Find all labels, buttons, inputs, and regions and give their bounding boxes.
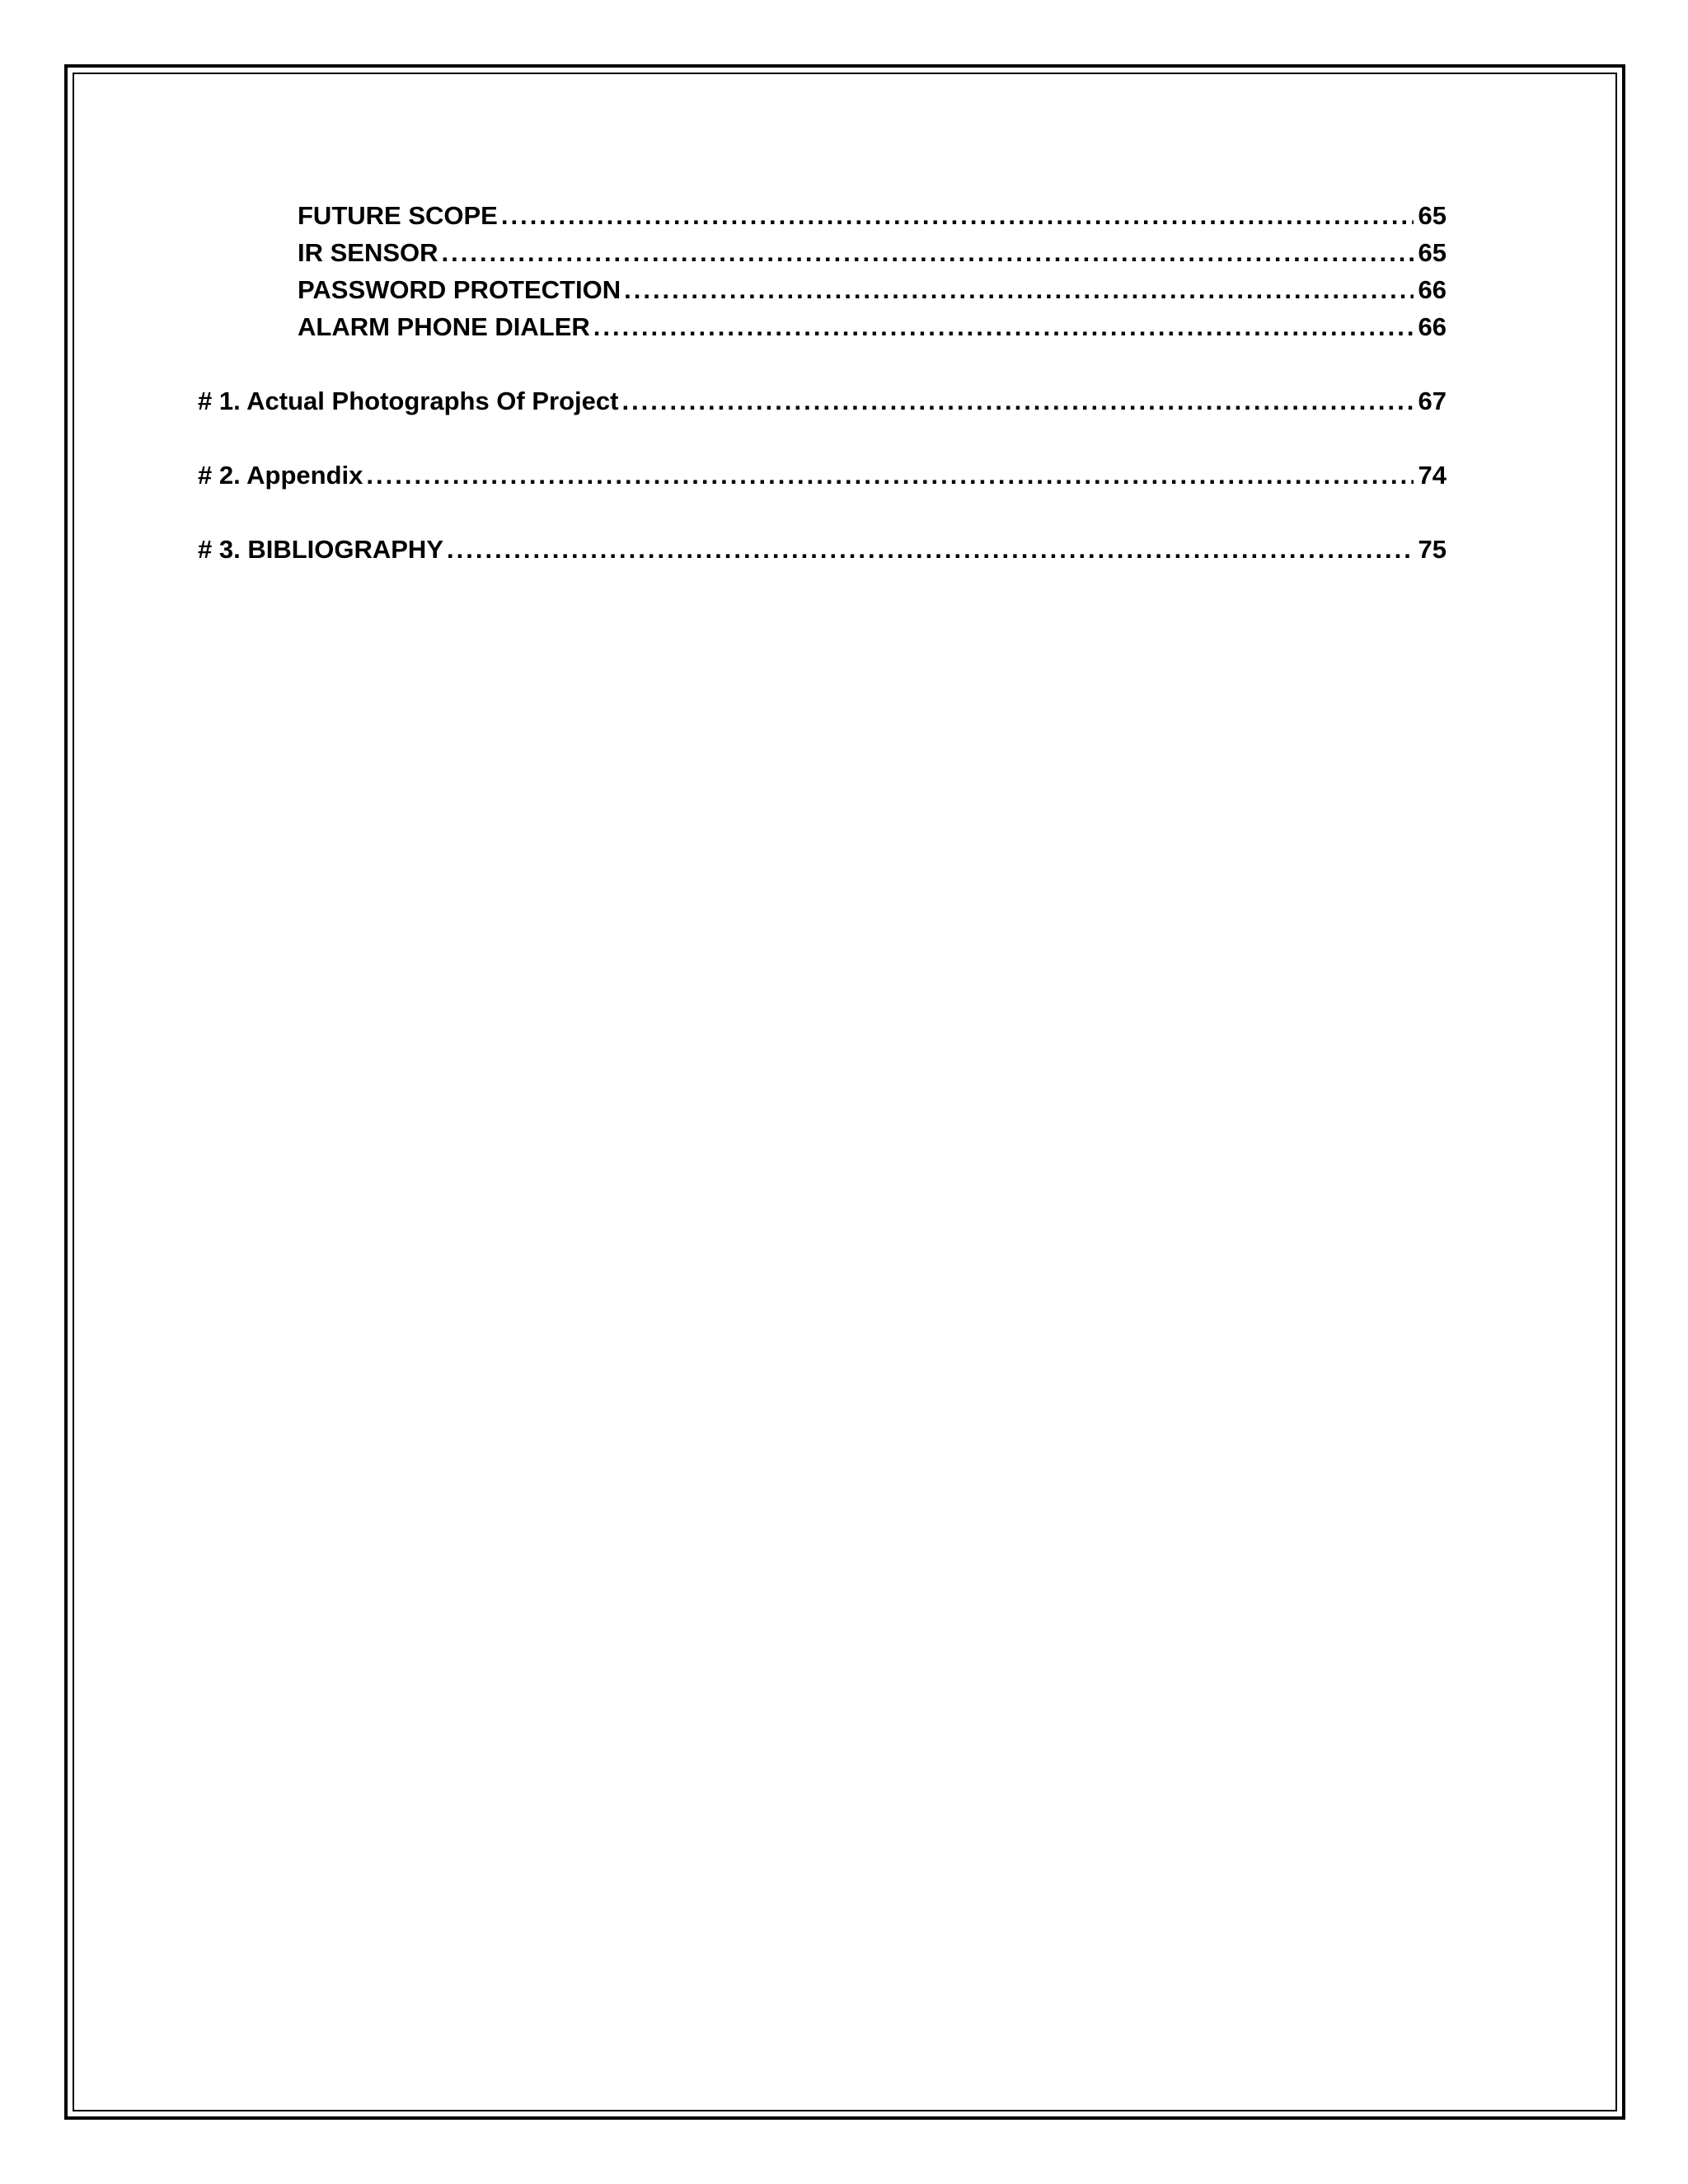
- toc-entry-page: 66: [1418, 312, 1447, 341]
- toc-entry-page: 66: [1418, 275, 1447, 304]
- toc-entry-page: 75: [1418, 535, 1447, 564]
- toc-dot-leader: [501, 199, 1414, 232]
- toc-dot-leader: [593, 311, 1414, 344]
- toc-entry-page: 67: [1418, 387, 1447, 415]
- toc-entry-appendix[interactable]: [198, 459, 1447, 492]
- toc-entry-bibliography[interactable]: [198, 533, 1447, 566]
- toc-entry-page: 65: [1418, 238, 1447, 267]
- toc-dot-leader: [442, 237, 1414, 269]
- toc-entry-future-scope[interactable]: [298, 199, 1447, 232]
- toc-entry-password-protection[interactable]: [298, 274, 1447, 307]
- toc-entry-title: # 2. Appendix: [198, 461, 363, 490]
- toc-entry-page: 74: [1418, 461, 1447, 490]
- toc-entry-ir-sensor[interactable]: [298, 237, 1447, 269]
- toc-entry-title: IR SENSOR: [298, 238, 438, 267]
- toc-entry-title: # 3. BIBLIOGRAPHY: [198, 535, 443, 564]
- toc-entry-title: PASSWORD PROTECTION: [298, 275, 621, 304]
- toc-dot-leader: [366, 459, 1413, 492]
- toc-entry-page: 65: [1418, 201, 1447, 230]
- toc-entry-title: ALARM PHONE DIALER: [298, 312, 590, 341]
- toc-entry-title: # 1. Actual Photographs Of Project: [198, 387, 619, 415]
- toc-dot-leader: [624, 274, 1413, 307]
- toc-entry-alarm-phone-dialer[interactable]: [298, 311, 1447, 344]
- toc-dot-leader: [621, 385, 1413, 418]
- toc-entry-actual-photographs[interactable]: [198, 385, 1447, 418]
- toc-dot-leader: [447, 533, 1414, 566]
- toc-entry-title: FUTURE SCOPE: [298, 201, 498, 230]
